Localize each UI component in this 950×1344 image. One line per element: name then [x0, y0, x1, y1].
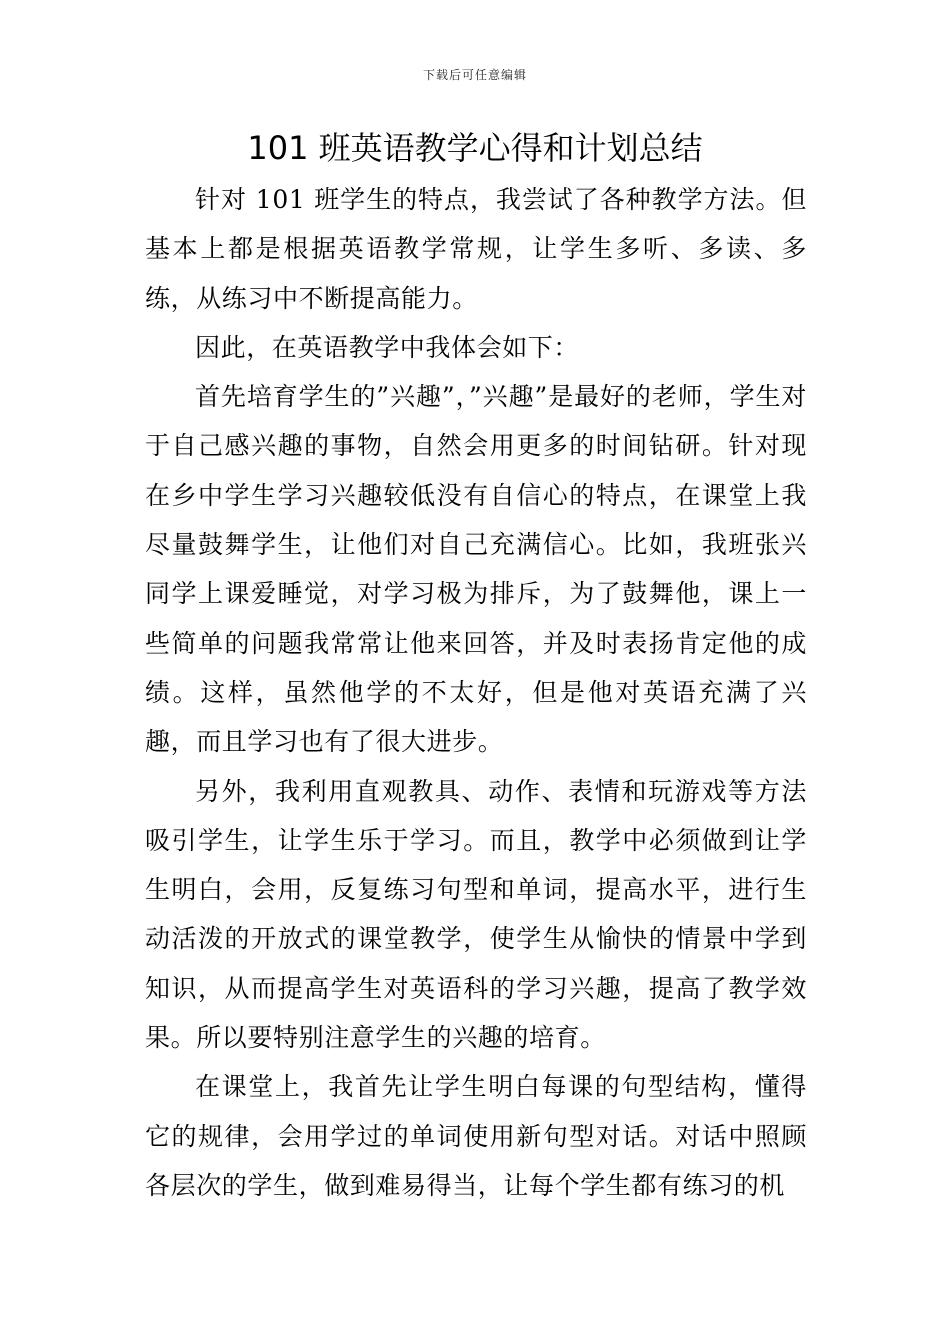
- document-title: 101 班英语教学心得和计划总结: [247, 129, 703, 167]
- paragraph-1: 针对 101 班学生的特点，我尝试了各种教学方法。但基本上都是根据英语教学常规，让学生多听、多读、多练，从练习中不断提高能力。: [145, 185, 807, 313]
- header-note: 下载后可任意编辑: [422, 68, 527, 82]
- document-body: [145, 175, 807, 1210]
- paragraph-4: 另外，我利用直观教具、动作、表情和玩游戏等方法吸引学生，让学生乐于学习。而且，教学中必须做到让学生明白，会用，反复练习句型和单词，提高水平，进行生动活泼的开放式的课堂教学，使学生从愉快的情景中学到知识，从而提高学生对英语科的学习兴趣，提高了教学效果。所以要特别注意学生的兴趣的培育。: [145, 776, 807, 1053]
- paragraph-3: 首先培育学生的”兴趣”，”兴趣”是最好的老师，学生对于自己感兴趣的事物，自然会用更多的时间钻研。针对现在乡中学生学习兴趣较低没有自信心的特点，在课堂上我尽量鼓舞学生，让他们对自己充满信心。比如，我班张兴同学上课爱睡觉，对学习极为排斥，为了鼓舞他，课上一些简单的问题我常常让他来回答，并及时表扬肯定他的成绩。这样，虽然他学的不太好，但是他对英语充满了兴趣，而且学习也有了很大进步。: [145, 382, 807, 757]
- paragraph-5: 在课堂上，我首先让学生明白每课的句型结构，懂得它的规律，会用学过的单词使用新句型对话。对话中照顾各层次的学生，做到难易得当，让每个学生都有练习的机: [145, 1072, 807, 1200]
- paragraph-2: 因此，在英语教学中我体会如下：: [195, 332, 580, 362]
